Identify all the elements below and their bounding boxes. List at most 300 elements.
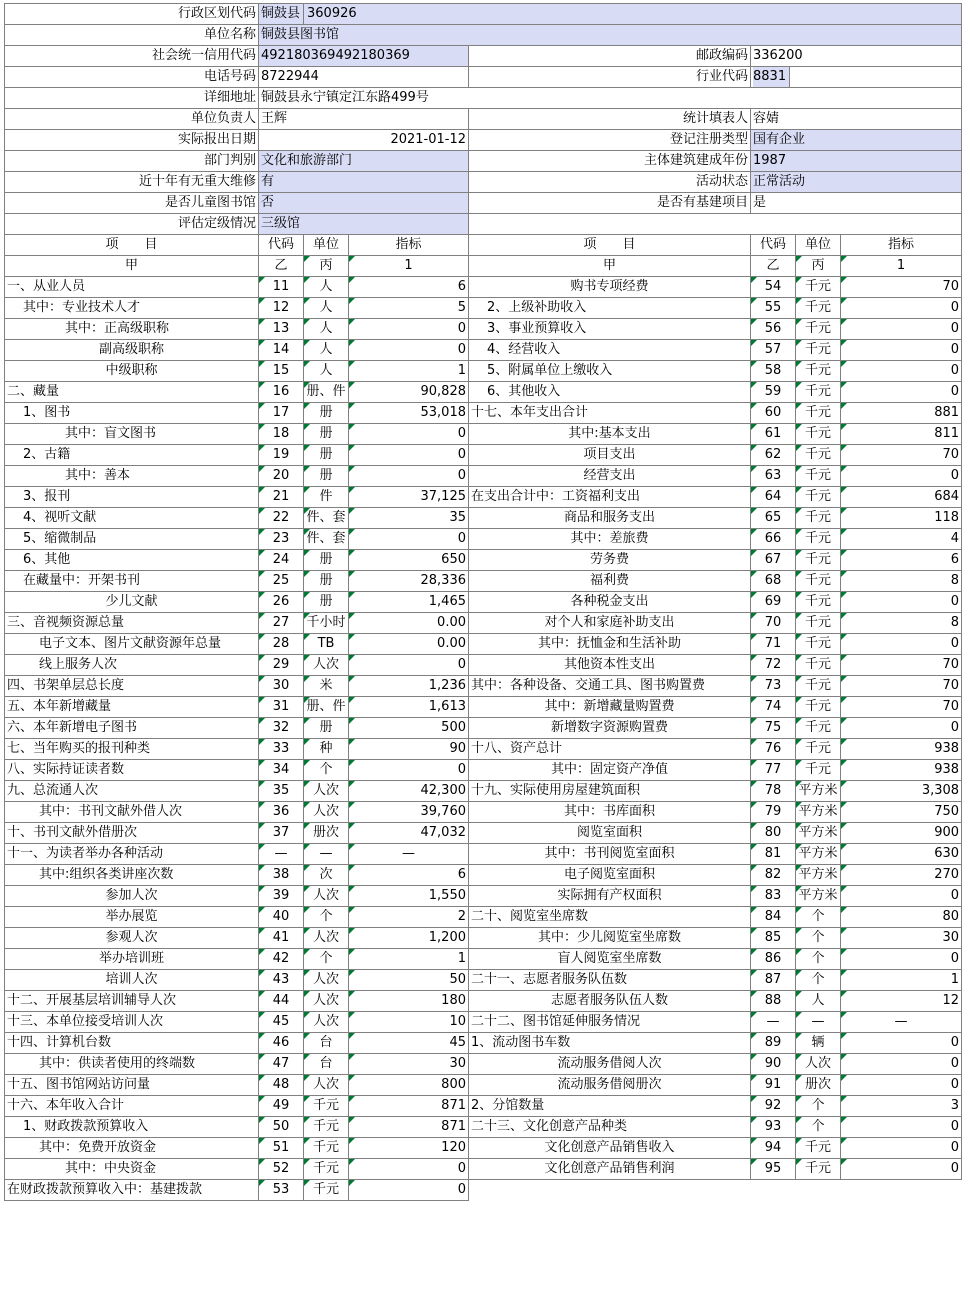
- right-item-value[interactable]: 0: [841, 949, 962, 970]
- right-item-value[interactable]: 0: [841, 634, 962, 655]
- right-item-value[interactable]: 0: [841, 1054, 962, 1075]
- postal-label: 邮政编码: [469, 46, 751, 67]
- left-item-value[interactable]: —: [349, 844, 469, 865]
- region-code-label: 行政区划代码: [5, 4, 259, 25]
- right-item-label: 6、其他收入: [469, 382, 751, 403]
- capital-proj-value[interactable]: 是: [751, 193, 962, 214]
- left-item-value[interactable]: 1,613: [349, 697, 469, 718]
- left-item-value[interactable]: 0: [349, 1159, 469, 1180]
- reg-type-value[interactable]: 国有企业: [751, 130, 962, 151]
- left-item-code: 19: [259, 445, 304, 466]
- right-item-unit: 千元: [796, 361, 841, 382]
- right-item-unit: 平方米: [796, 886, 841, 907]
- right-item-value[interactable]: 70: [841, 676, 962, 697]
- row-address: [5, 88, 962, 109]
- right-item-unit: 千元: [796, 382, 841, 403]
- right-item-value[interactable]: 881: [841, 403, 962, 424]
- right-item-code: 79: [751, 802, 796, 823]
- left-item-value[interactable]: 0: [349, 655, 469, 676]
- right-item-value[interactable]: 0: [841, 382, 962, 403]
- table-row: [5, 445, 962, 466]
- left-item-value[interactable]: 2: [349, 907, 469, 928]
- right-item-unit: 千元: [796, 1159, 841, 1180]
- postal-value[interactable]: 336200: [751, 46, 962, 67]
- right-item-unit: 千元: [796, 655, 841, 676]
- table-row: [5, 466, 962, 487]
- phone-value[interactable]: 8722944: [259, 67, 469, 88]
- left-item-unit: 千小时: [304, 613, 349, 634]
- right-item-value[interactable]: 900: [841, 823, 962, 844]
- credit-code-value[interactable]: 492180369492180369: [259, 46, 469, 67]
- unit-name-value[interactable]: 铜鼓县图书馆: [259, 25, 962, 46]
- left-item-value[interactable]: 0: [349, 466, 469, 487]
- left-item-label: 其中:组织各类讲座次数: [5, 865, 259, 886]
- right-item-value[interactable]: 0: [841, 886, 962, 907]
- left-item-unit: 个: [304, 760, 349, 781]
- industry-value[interactable]: [751, 67, 962, 88]
- left-item-value[interactable]: 30: [349, 1054, 469, 1075]
- left-item-value[interactable]: 180: [349, 991, 469, 1012]
- left-item-label: 其中：供读者使用的终端数: [5, 1054, 259, 1075]
- left-item-label: 少儿文献: [5, 592, 259, 613]
- left-item-value[interactable]: 50: [349, 970, 469, 991]
- right-item-label: 二十一、志愿者服务队伍数: [469, 970, 751, 991]
- right-item-value[interactable]: 12: [841, 991, 962, 1012]
- left-item-unit: 个: [304, 949, 349, 970]
- left-item-code: 28: [259, 634, 304, 655]
- right-item-label: 其他资本性支出: [469, 655, 751, 676]
- right-item-unit: 千元: [796, 718, 841, 739]
- right-item-unit: 千元: [796, 340, 841, 361]
- left-item-label: 4、视听文献: [5, 508, 259, 529]
- left-item-value[interactable]: 39,760: [349, 802, 469, 823]
- right-item-value[interactable]: 0: [841, 1159, 962, 1180]
- row-children-lib: [5, 193, 962, 214]
- table-row: [5, 676, 962, 697]
- left-item-label: 四、书架单层总长度: [5, 676, 259, 697]
- right-item-code: 63: [751, 466, 796, 487]
- right-empty: [469, 1180, 962, 1201]
- table-row: [5, 319, 962, 340]
- right-item-value[interactable]: 1: [841, 970, 962, 991]
- right-item-unit: 千元: [796, 466, 841, 487]
- left-item-unit: 个: [304, 907, 349, 928]
- head-value[interactable]: 王辉: [259, 109, 469, 130]
- right-item-value[interactable]: 0: [841, 361, 962, 382]
- right-item-value[interactable]: 70: [841, 655, 962, 676]
- right-item-value[interactable]: 3,308: [841, 781, 962, 802]
- left-item-unit: 件、套: [304, 508, 349, 529]
- left-item-label: 参加人次: [5, 886, 259, 907]
- row-department: [5, 151, 962, 172]
- left-item-code: 25: [259, 571, 304, 592]
- address-label: 详细地址: [5, 88, 259, 109]
- left-item-value[interactable]: 500: [349, 718, 469, 739]
- left-item-label: 十四、计算机台数: [5, 1033, 259, 1054]
- left-item-label: 九、总流通人次: [5, 781, 259, 802]
- left-item-value[interactable]: 45: [349, 1033, 469, 1054]
- right-item-value[interactable]: 630: [841, 844, 962, 865]
- right-item-value[interactable]: 70: [841, 277, 962, 298]
- header-value-left: 指标: [349, 235, 469, 256]
- left-item-value[interactable]: 28,336: [349, 571, 469, 592]
- left-item-unit: 册: [304, 571, 349, 592]
- right-item-value[interactable]: 8: [841, 571, 962, 592]
- left-item-code: 46: [259, 1033, 304, 1054]
- rating-blank: [469, 214, 962, 235]
- right-item-value[interactable]: 0: [841, 718, 962, 739]
- right-item-value[interactable]: 6: [841, 550, 962, 571]
- left-item-unit: 册: [304, 445, 349, 466]
- left-item-unit: 册: [304, 424, 349, 445]
- right-item-label: 1、流动图书车数: [469, 1033, 751, 1054]
- unit-name-label: 单位名称: [5, 25, 259, 46]
- left-item-code: 35: [259, 781, 304, 802]
- left-item-value[interactable]: 1,200: [349, 928, 469, 949]
- left-item-label: 其中：善本: [5, 466, 259, 487]
- left-item-value[interactable]: 120: [349, 1138, 469, 1159]
- right-item-code: 66: [751, 529, 796, 550]
- table-row: [5, 760, 962, 781]
- left-item-code: 20: [259, 466, 304, 487]
- department-label: 部门判别: [5, 151, 259, 172]
- right-item-unit: 人次: [796, 1054, 841, 1075]
- table-row: [5, 949, 962, 970]
- right-item-label: 4、经营收入: [469, 340, 751, 361]
- left-item-code: 15: [259, 361, 304, 382]
- header-item-left: 项 目: [5, 235, 259, 256]
- left-item-code: 51: [259, 1138, 304, 1159]
- left-item-value[interactable]: 871: [349, 1117, 469, 1138]
- header-code-left: 代码: [259, 235, 304, 256]
- right-item-unit: 千元: [796, 1138, 841, 1159]
- right-item-code: 55: [751, 298, 796, 319]
- left-item-code: 13: [259, 319, 304, 340]
- left-item-value[interactable]: 0: [349, 445, 469, 466]
- right-item-value[interactable]: 750: [841, 802, 962, 823]
- right-item-value[interactable]: 0: [841, 298, 962, 319]
- header-unit-right: 单位: [796, 235, 841, 256]
- right-item-value[interactable]: 0: [841, 466, 962, 487]
- left-item-value[interactable]: 0: [349, 760, 469, 781]
- left-item-unit: 册: [304, 592, 349, 613]
- left-item-unit: 台: [304, 1054, 349, 1075]
- left-item-code: 34: [259, 760, 304, 781]
- left-item-unit: 人次: [304, 802, 349, 823]
- right-item-label: 新增数字资源购置费: [469, 718, 751, 739]
- row-rating: [5, 214, 962, 235]
- left-item-code: 37: [259, 823, 304, 844]
- header-code-right: 代码: [751, 235, 796, 256]
- left-item-value[interactable]: 0: [349, 340, 469, 361]
- right-item-code: 59: [751, 382, 796, 403]
- left-item-unit: TB: [304, 634, 349, 655]
- right-item-value[interactable]: 270: [841, 865, 962, 886]
- left-item-value[interactable]: 47,032: [349, 823, 469, 844]
- left-item-code: 47: [259, 1054, 304, 1075]
- right-item-code: 84: [751, 907, 796, 928]
- right-item-label: 文化创意产品销售利润: [469, 1159, 751, 1180]
- right-item-unit: 千元: [796, 571, 841, 592]
- left-item-value[interactable]: 650: [349, 550, 469, 571]
- right-item-value[interactable]: 0: [841, 1033, 962, 1054]
- left-item-code: 43: [259, 970, 304, 991]
- capital-proj-label: 是否有基建项目: [469, 193, 751, 214]
- left-item-value[interactable]: 90,828: [349, 382, 469, 403]
- table-row: [5, 1159, 962, 1180]
- right-item-label: 各种税金支出: [469, 592, 751, 613]
- left-item-value[interactable]: 42,300: [349, 781, 469, 802]
- left-item-label: 十五、图书馆网站访问量: [5, 1075, 259, 1096]
- left-item-unit: 人: [304, 340, 349, 361]
- left-item-value[interactable]: 0.00: [349, 613, 469, 634]
- table-row: [5, 424, 962, 445]
- region-code-value[interactable]: [259, 4, 962, 25]
- right-item-unit: 人: [796, 991, 841, 1012]
- right-item-value[interactable]: 80: [841, 907, 962, 928]
- right-item-label: 流动服务借阅人次: [469, 1054, 751, 1075]
- right-item-code: 92: [751, 1096, 796, 1117]
- left-item-label: 六、本年新增电子图书: [5, 718, 259, 739]
- left-item-label: 线上服务人次: [5, 655, 259, 676]
- left-item-value[interactable]: 800: [349, 1075, 469, 1096]
- right-item-label: 二十二、图书馆延伸服务情况: [469, 1012, 751, 1033]
- right-item-code: 94: [751, 1138, 796, 1159]
- left-item-code: 22: [259, 508, 304, 529]
- right-item-unit: 个: [796, 970, 841, 991]
- table-row: [5, 1033, 962, 1054]
- right-item-code: 62: [751, 445, 796, 466]
- right-item-label: 十八、资产总计: [469, 739, 751, 760]
- table-row: [5, 277, 962, 298]
- repair-label: 近十年有无重大维修: [5, 172, 259, 193]
- reg-type-label: 登记注册类型: [469, 130, 751, 151]
- table-row: [5, 487, 962, 508]
- right-item-unit: 个: [796, 907, 841, 928]
- right-item-value[interactable]: 118: [841, 508, 962, 529]
- left-item-label: 副高级职称: [5, 340, 259, 361]
- left-item-unit: 册、件: [304, 382, 349, 403]
- right-item-unit: 千元: [796, 508, 841, 529]
- address-value[interactable]: 铜鼓县永宁镇定江东路499号: [259, 88, 962, 109]
- right-item-unit: 千元: [796, 424, 841, 445]
- table-row: [5, 571, 962, 592]
- industry-code: 8831: [753, 67, 790, 87]
- right-item-unit: 千元: [796, 319, 841, 340]
- table-row: [5, 739, 962, 760]
- right-item-code: 61: [751, 424, 796, 445]
- right-item-code: 60: [751, 403, 796, 424]
- left-item-code: —: [259, 844, 304, 865]
- left-item-code: 24: [259, 550, 304, 571]
- right-item-code: 75: [751, 718, 796, 739]
- left-item-value[interactable]: 1: [349, 949, 469, 970]
- left-item-value[interactable]: 0.00: [349, 634, 469, 655]
- right-item-code: 68: [751, 571, 796, 592]
- left-item-value[interactable]: 10: [349, 1012, 469, 1033]
- right-item-unit: 千元: [796, 298, 841, 319]
- right-item-code: 67: [751, 550, 796, 571]
- left-item-value[interactable]: 90: [349, 739, 469, 760]
- right-item-value[interactable]: 0: [841, 319, 962, 340]
- left-item-value[interactable]: 1,236: [349, 676, 469, 697]
- build-year-label: 主体建筑建成年份: [469, 151, 751, 172]
- right-item-value[interactable]: 8: [841, 613, 962, 634]
- right-item-value[interactable]: 811: [841, 424, 962, 445]
- left-item-unit: 人次: [304, 1075, 349, 1096]
- left-item-value[interactable]: 53,018: [349, 403, 469, 424]
- table-row: [5, 781, 962, 802]
- left-item-value[interactable]: 0: [349, 424, 469, 445]
- left-item-code: 12: [259, 298, 304, 319]
- right-item-value[interactable]: 938: [841, 760, 962, 781]
- right-item-value[interactable]: 0: [841, 1117, 962, 1138]
- left-item-unit: 千元: [304, 1180, 349, 1201]
- left-item-value[interactable]: 37,125: [349, 487, 469, 508]
- left-item-label: 十六、本年收入合计: [5, 1096, 259, 1117]
- right-item-unit: 个: [796, 1117, 841, 1138]
- repair-value[interactable]: 有: [259, 172, 469, 193]
- table-row: [5, 1075, 962, 1096]
- right-item-code: 54: [751, 277, 796, 298]
- left-item-label: 其中：中央资金: [5, 1159, 259, 1180]
- right-item-label: 项目支出: [469, 445, 751, 466]
- left-item-label: 6、其他: [5, 550, 259, 571]
- region-code: 360926: [307, 6, 357, 21]
- left-item-label: 5、缩微制品: [5, 529, 259, 550]
- left-item-unit: 册、件: [304, 697, 349, 718]
- right-item-unit: —: [796, 1012, 841, 1033]
- left-item-label: 十一、为读者举办各种活动: [5, 844, 259, 865]
- right-item-value[interactable]: 4: [841, 529, 962, 550]
- statistics-sheet: [4, 3, 962, 1201]
- table-row: [5, 823, 962, 844]
- right-item-label: 电子阅览室面积: [469, 865, 751, 886]
- left-item-label: 三、音视频资源总量: [5, 613, 259, 634]
- right-item-unit: 个: [796, 949, 841, 970]
- right-item-unit: 个: [796, 1096, 841, 1117]
- left-item-label: 3、报刊: [5, 487, 259, 508]
- left-item-value[interactable]: 0: [349, 529, 469, 550]
- right-item-label: 其中：抚恤金和生活补助: [469, 634, 751, 655]
- table-row: [5, 382, 962, 403]
- right-item-label: 商品和服务支出: [469, 508, 751, 529]
- right-item-value[interactable]: 70: [841, 697, 962, 718]
- table-row: [5, 991, 962, 1012]
- left-item-value[interactable]: 6: [349, 865, 469, 886]
- left-item-value[interactable]: 1,550: [349, 886, 469, 907]
- report-date-value[interactable]: 2021-01-12: [259, 130, 469, 151]
- right-item-unit: 千元: [796, 592, 841, 613]
- left-item-value[interactable]: 35: [349, 508, 469, 529]
- left-item-label: 十、书刊文献外借册次: [5, 823, 259, 844]
- table-row: [5, 613, 962, 634]
- right-item-value[interactable]: 0: [841, 1138, 962, 1159]
- left-item-code: 11: [259, 277, 304, 298]
- right-item-value[interactable]: 684: [841, 487, 962, 508]
- right-item-value[interactable]: 70: [841, 445, 962, 466]
- right-item-code: 64: [751, 487, 796, 508]
- header-item-right: 项 目: [469, 235, 751, 256]
- left-item-unit: 人: [304, 298, 349, 319]
- right-item-value[interactable]: 0: [841, 340, 962, 361]
- right-item-label: 二十三、文化创意产品种类: [469, 1117, 751, 1138]
- department-value[interactable]: 文化和旅游部门: [259, 151, 469, 172]
- phone-label: 电话号码: [5, 67, 259, 88]
- rating-value[interactable]: 三级馆: [259, 214, 469, 235]
- right-item-value[interactable]: 0: [841, 592, 962, 613]
- build-year-value[interactable]: 1987: [751, 151, 962, 172]
- left-item-label: 举办培训班: [5, 949, 259, 970]
- left-item-value[interactable]: 1: [349, 361, 469, 382]
- right-item-label: 志愿者服务队伍人数: [469, 991, 751, 1012]
- right-item-code: 72: [751, 655, 796, 676]
- left-item-unit: 台: [304, 1033, 349, 1054]
- left-item-value[interactable]: 1,465: [349, 592, 469, 613]
- right-item-value[interactable]: —: [841, 1012, 962, 1033]
- status-label: 活动状态: [469, 172, 751, 193]
- left-item-value[interactable]: 871: [349, 1096, 469, 1117]
- left-item-code: 41: [259, 928, 304, 949]
- table-row: [5, 1054, 962, 1075]
- table-row: [5, 592, 962, 613]
- subheader-item-left: 甲: [5, 256, 259, 277]
- left-item-code: 30: [259, 676, 304, 697]
- left-item-unit: 人次: [304, 1012, 349, 1033]
- left-item-label: 培训人次: [5, 970, 259, 991]
- left-item-label: 一、从业人员: [5, 277, 259, 298]
- right-item-code: 80: [751, 823, 796, 844]
- right-item-value[interactable]: 3: [841, 1096, 962, 1117]
- right-item-unit: 千元: [796, 634, 841, 655]
- row-unit-name: [5, 25, 962, 46]
- right-item-value[interactable]: 0: [841, 1075, 962, 1096]
- left-item-code: 53: [259, 1180, 304, 1201]
- table-row: [5, 550, 962, 571]
- left-item-label: 其中：书刊文献外借人次: [5, 802, 259, 823]
- left-item-value[interactable]: 5: [349, 298, 469, 319]
- right-item-value[interactable]: 938: [841, 739, 962, 760]
- right-item-unit: 千元: [796, 445, 841, 466]
- right-item-code: 71: [751, 634, 796, 655]
- filler-value[interactable]: 容婧: [751, 109, 962, 130]
- left-item-unit: 人次: [304, 886, 349, 907]
- right-item-unit: 平方米: [796, 823, 841, 844]
- row-credit-code: [5, 46, 962, 67]
- left-item-unit: 千元: [304, 1138, 349, 1159]
- right-item-value[interactable]: 30: [841, 928, 962, 949]
- left-item-unit: 千元: [304, 1159, 349, 1180]
- left-item-unit: 人: [304, 277, 349, 298]
- left-item-value[interactable]: 0: [349, 1180, 469, 1201]
- left-item-value[interactable]: 6: [349, 277, 469, 298]
- left-item-value[interactable]: 0: [349, 319, 469, 340]
- left-item-code: 17: [259, 403, 304, 424]
- right-item-code: 58: [751, 361, 796, 382]
- right-item-label: 其中：新增藏量购置费: [469, 697, 751, 718]
- status-value[interactable]: 正常活动: [751, 172, 962, 193]
- right-item-label: 福利费: [469, 571, 751, 592]
- row-report-date: [5, 130, 962, 151]
- left-item-label: 十三、本单位接受培训人次: [5, 1012, 259, 1033]
- right-item-code: 70: [751, 613, 796, 634]
- left-item-unit: 千元: [304, 1117, 349, 1138]
- left-item-label: 在财政拨款预算收入中：基建拨款: [5, 1180, 259, 1201]
- left-item-label: 二、藏量: [5, 382, 259, 403]
- children-lib-value[interactable]: 否: [259, 193, 469, 214]
- row-repair: [5, 172, 962, 193]
- left-item-label: 参观人次: [5, 928, 259, 949]
